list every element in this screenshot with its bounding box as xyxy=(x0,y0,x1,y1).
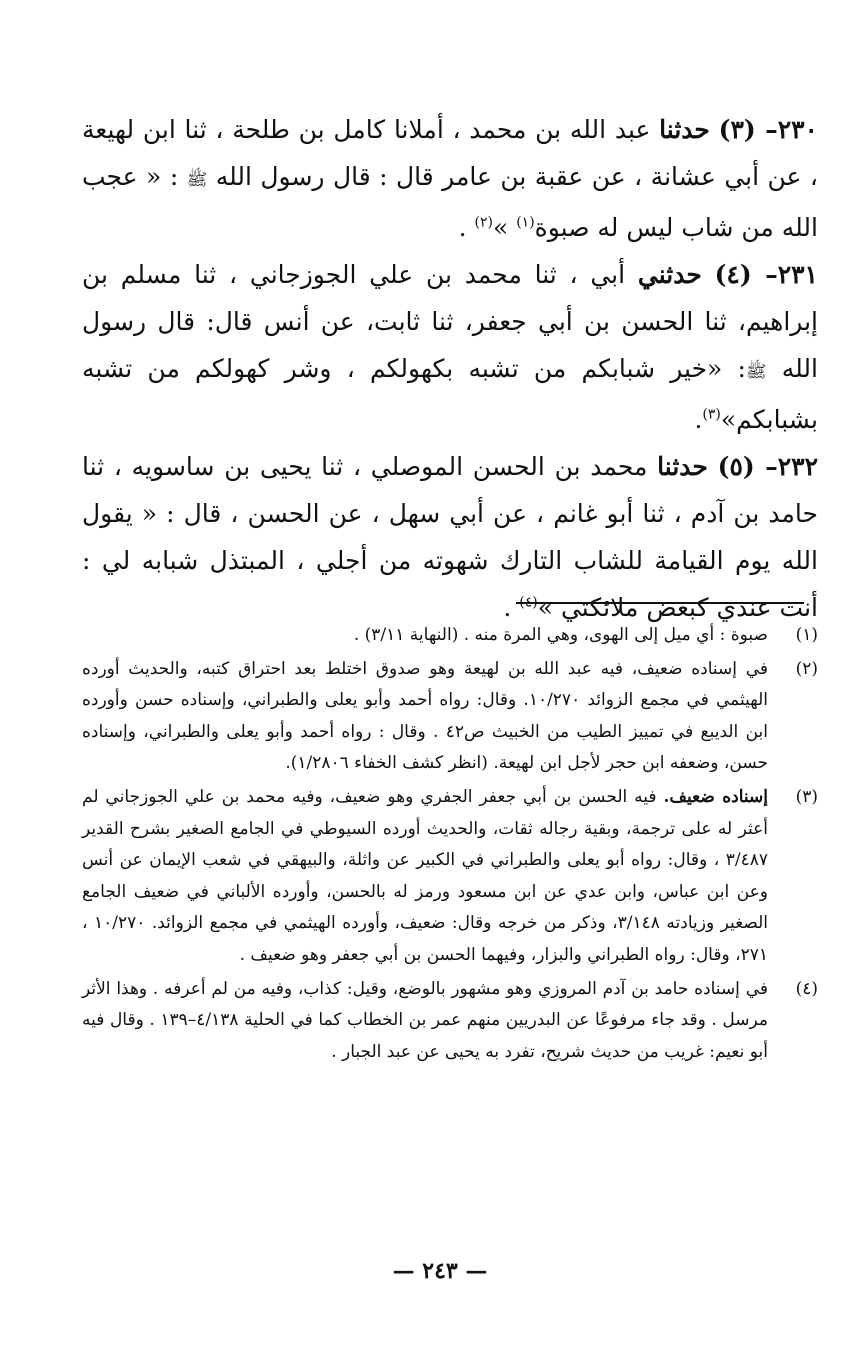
hadith-231 xyxy=(82,251,818,443)
footnote-text: صبوة : أي ميل إلى الهوى، وهي المرة منه . (النهاية ٣/١١) . xyxy=(353,625,768,645)
narration-keyword: حدثنا xyxy=(657,452,708,481)
footnote-ref: (٢) xyxy=(474,214,493,231)
footnote-ref: (٣) xyxy=(702,406,721,423)
footnote-text: فيه الحسن بن أبي جعفر الجفري وهو ضعيف، وفيه محمد بن علي الجوزجاني لم أعثر له على ترجمة، وبقية رجاله ثقات، والحديث أورده السيوطي في الجامع الصغير بشرح القدير ٣/٤٨٧ ، وقال: رواه أبو يعلى والطبراني في الكبير عن واثلة، والبيهقي في شعب الإيمان عن أنس وعن ابن عباس، وابن عدي عن ابن مسعود ورمز له بالحسن، وأورده الألباني في ضعيف الجامع الصغير وزيادته ٣/١٤٨، وذكر من خرجه وقال: ضعيف، وأورده الهيثمي في مجمع الزوائد. ١٠/٢٧٠ ، ٢٧١، وقال: رواه الطبراني والبزار، وفيهما الحسن بن أبي جعفر وهو ضعيف . xyxy=(82,786,768,965)
isnad-text: أبي ، ثنا محمد بن علي الجوزجاني ، ثنا مسلم بن إبراهيم، xyxy=(82,260,818,336)
footnote-number: (٣) xyxy=(795,786,818,807)
page-number: — ٢٤٣ — xyxy=(392,1258,488,1284)
narration-keyword: حدثني xyxy=(637,260,702,289)
footnote-divider xyxy=(516,602,804,604)
isnad-text: لهيعة ، عن أبي عشانة ، عن عقبة بن عامر قال : قال رسول الله xyxy=(82,115,818,191)
matn-start: : «خير xyxy=(670,354,746,383)
matn-text: شبابكم من تشبه بكهولكم ، وشر كهولكم من تشبه بشبابكم» xyxy=(82,354,818,434)
isnad-text: ثنا حامد بن آدم ، ثنا أبو غانم ، عن أبي سهل ، عن الحسن ، قال : xyxy=(82,452,818,528)
footnote-1 xyxy=(82,620,818,652)
footnote-number: (٤) xyxy=(795,978,818,999)
hadith-number: ٢٣٠– (٣) xyxy=(718,115,818,144)
hadith-text xyxy=(82,106,818,631)
footnote-2 xyxy=(82,654,818,780)
punctuation: . xyxy=(458,213,467,242)
salla-symbol-icon: ﷺ xyxy=(186,170,208,190)
punctuation: . xyxy=(503,593,512,622)
footnote-3 xyxy=(82,782,818,972)
footnote-text: في إسناده حامد بن آدم المروزي وهو مشهور بالوضع، وقيل: كذاب، وفيه من لم أعرفه . وهذا الأثر مرسل . وقد جاء مرفوعًا عن البدريين منهم عمر بن الخطاب كما في الحلية ٤/١٣٨–١٣٩ . وقال فيه أبو نعيم: غريب من حديث شريح، تفرد به يحيى عن عبد الجبار . xyxy=(82,978,768,1062)
isnad-text: عبد الله بن محمد ، أملانا كامل بن طلحة ، ثنا ابن xyxy=(142,115,651,144)
footnote-ref: (١) xyxy=(516,214,535,231)
footnotes xyxy=(82,620,818,1068)
hadith-number: ٢٣٢– (٥) xyxy=(717,452,819,481)
isnad-text: محمد بن الحسن الموصلي ، ثنا يحيى بن ساسويه ، xyxy=(113,452,648,481)
hadith-number: ٢٣١– (٤) xyxy=(714,260,818,289)
narration-keyword: حدثنا xyxy=(659,115,710,144)
matn-text: أنت عندي كبعض ملائكتي » xyxy=(537,593,818,622)
isnad-text: ثنا الحسن بن أبي جعفر، ثنا ثابت، عن أنس قال: قال رسول الله xyxy=(82,307,818,383)
punctuation: : xyxy=(169,162,179,191)
matn-text: « يقول الله يوم القيامة للشاب التارك شهوته من أجلي ، المبتذل شبابه لي : xyxy=(82,499,818,575)
punctuation: . xyxy=(694,405,703,434)
footnote-body xyxy=(82,782,768,972)
hadith-230 xyxy=(82,106,818,251)
matn-text: « عجب الله من شاب ليس له صبوة xyxy=(82,162,818,242)
footnote-number: (١) xyxy=(795,625,818,645)
salla-symbol-icon: ﷺ xyxy=(745,362,767,382)
footnote-text: في إسناده ضعيف، فيه عبد الله بن لهيعة وهو صدوق اختلط بعد احتراق كتبه، والحديث أورده الهيثمي في مجمع الزوائد ١٠/٢٧٠. وقال: رواه أحمد وأبو يعلى والطبراني، وإسناده حسن وأورده ابن الديبع في تمييز الطيب من الخبيث ص٤٢ . وقال : رواه أحمد وأبو يعلى والطبراني، وإسناده حسن، وضعفه ابن حجر لأجل ابن لهيعة. (انظر كشف الخفاء ١/٢٨٠٦). xyxy=(82,658,768,774)
footnote-lead: إسناده ضعيف. xyxy=(663,786,768,807)
footnote-number: (٢) xyxy=(795,658,818,679)
footnote-ref: (٤) xyxy=(519,594,538,611)
punctuation: » xyxy=(492,213,509,242)
footnote-4 xyxy=(82,974,818,1069)
